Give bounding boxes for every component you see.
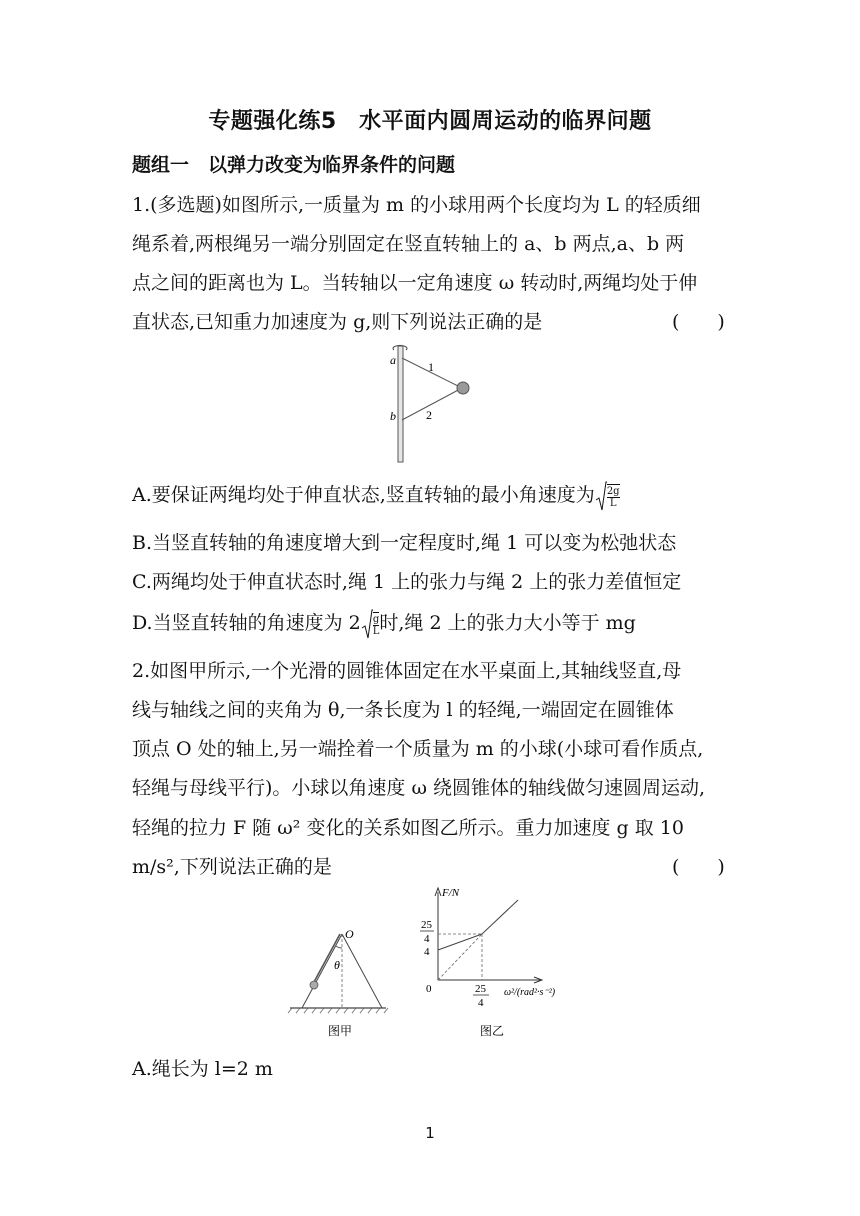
- q2-fig-label-o: O: [345, 927, 354, 941]
- q2-force-graph: [412, 884, 584, 1040]
- q2-line-5: 轻绳的拉力 F 随 ω² 变化的关系如图乙所示。重力加速度 g 取 10: [132, 817, 684, 839]
- q1-option-d-suffix: 时,绳 2 上的张力大小等于 mg: [379, 612, 636, 634]
- q1-line-2: 绳系着,两根绳另一端分别固定在竖直转轴上的 a、b 两点,a、b 两: [132, 233, 685, 255]
- group-heading: 题组一 以弹力改变为临界条件的问题: [132, 154, 456, 176]
- sqrt-g-over-l: [361, 608, 380, 640]
- q2-answer-paren: ( ): [672, 856, 725, 878]
- q1-option-c: C.两绳均处于伸直状态时,绳 1 上的张力与绳 2 上的张力差值恒定: [132, 571, 682, 593]
- frac-numerator: g: [372, 613, 380, 625]
- frac-denominator: L: [609, 497, 617, 509]
- q1-line-1: 1.(多选题)如图所示,一质量为 m 的小球用两个长度均为 L 的轻质细: [132, 194, 701, 216]
- page-title: 专题强化练5 水平面内圆周运动的临界问题: [208, 109, 652, 134]
- q2-line-4: 轻绳与母线平行)。小球以角速度 ω 绕圆锥体的轴线做匀速圆周运动,: [132, 777, 706, 799]
- graph-y-tick-25-den: 4: [424, 933, 430, 945]
- q1-fig-label-1: 1: [428, 360, 434, 374]
- q2-fig-caption-jia: 图甲: [328, 1024, 353, 1038]
- q1-line-3: 点之间的距离也为 L。当转轴以一定角速度 ω 转动时,两绳均处于伸: [132, 272, 698, 294]
- graph-y-axis-label: F/N: [442, 887, 460, 899]
- q1-fig-label-a: a: [390, 353, 396, 367]
- graph-y-tick-4: 4: [424, 946, 430, 958]
- q1-answer-paren: ( ): [672, 311, 725, 333]
- sqrt-2g-over-l: [595, 480, 620, 512]
- q1-option-a-text: A.要保证两绳均处于伸直状态,竖直转轴的最小角速度为: [132, 484, 595, 506]
- frac-numerator: 2g: [606, 485, 620, 497]
- graph-x-tick-25-num: 25: [475, 983, 486, 995]
- q2-fig-label-theta: θ: [334, 958, 340, 972]
- q2-line-1: 2.如图甲所示,一个光滑的圆锥体固定在水平桌面上,其轴线竖直,母: [132, 660, 682, 682]
- q1-fig-label-2: 2: [426, 408, 432, 422]
- q2-line-2: 线与轴线之间的夹角为 θ,一条长度为 l 的轻绳,一端固定在圆锥体: [132, 699, 674, 721]
- q2-fig-caption-yi: 图乙: [480, 1024, 505, 1038]
- q1-fig-label-b: b: [390, 409, 396, 423]
- q1-rope-figure: [380, 342, 480, 464]
- graph-x-axis-label: ω²/(rad²·s⁻²): [504, 987, 556, 998]
- q1-option-a: [132, 480, 620, 512]
- graph-x-tick-25-den: 4: [478, 997, 484, 1009]
- graph-y-tick-25-num: 25: [421, 919, 432, 931]
- q2-cone-figure: [284, 922, 404, 1042]
- q2-line-6: m/s²,下列说法正确的是: [132, 856, 332, 878]
- q2-line-3: 顶点 O 处的轴上,另一端拴着一个质量为 m 的小球(小球可看作质点,: [132, 738, 704, 760]
- graph-origin: 0: [426, 983, 432, 995]
- frac-denominator: L: [372, 625, 380, 637]
- page-number: 1: [425, 1124, 435, 1142]
- q1-option-d-text: D.当竖直转轴的角速度为 2: [132, 612, 361, 634]
- q1-option-b: B.当竖直转轴的角速度增大到一定程度时,绳 1 可以变为松弛状态: [132, 532, 677, 554]
- q1-option-d: [132, 608, 636, 640]
- q1-line-4: 直状态,已知重力加速度为 g,则下列说法正确的是: [132, 311, 543, 333]
- q2-option-a: A.绳长为 l=2 m: [132, 1058, 273, 1080]
